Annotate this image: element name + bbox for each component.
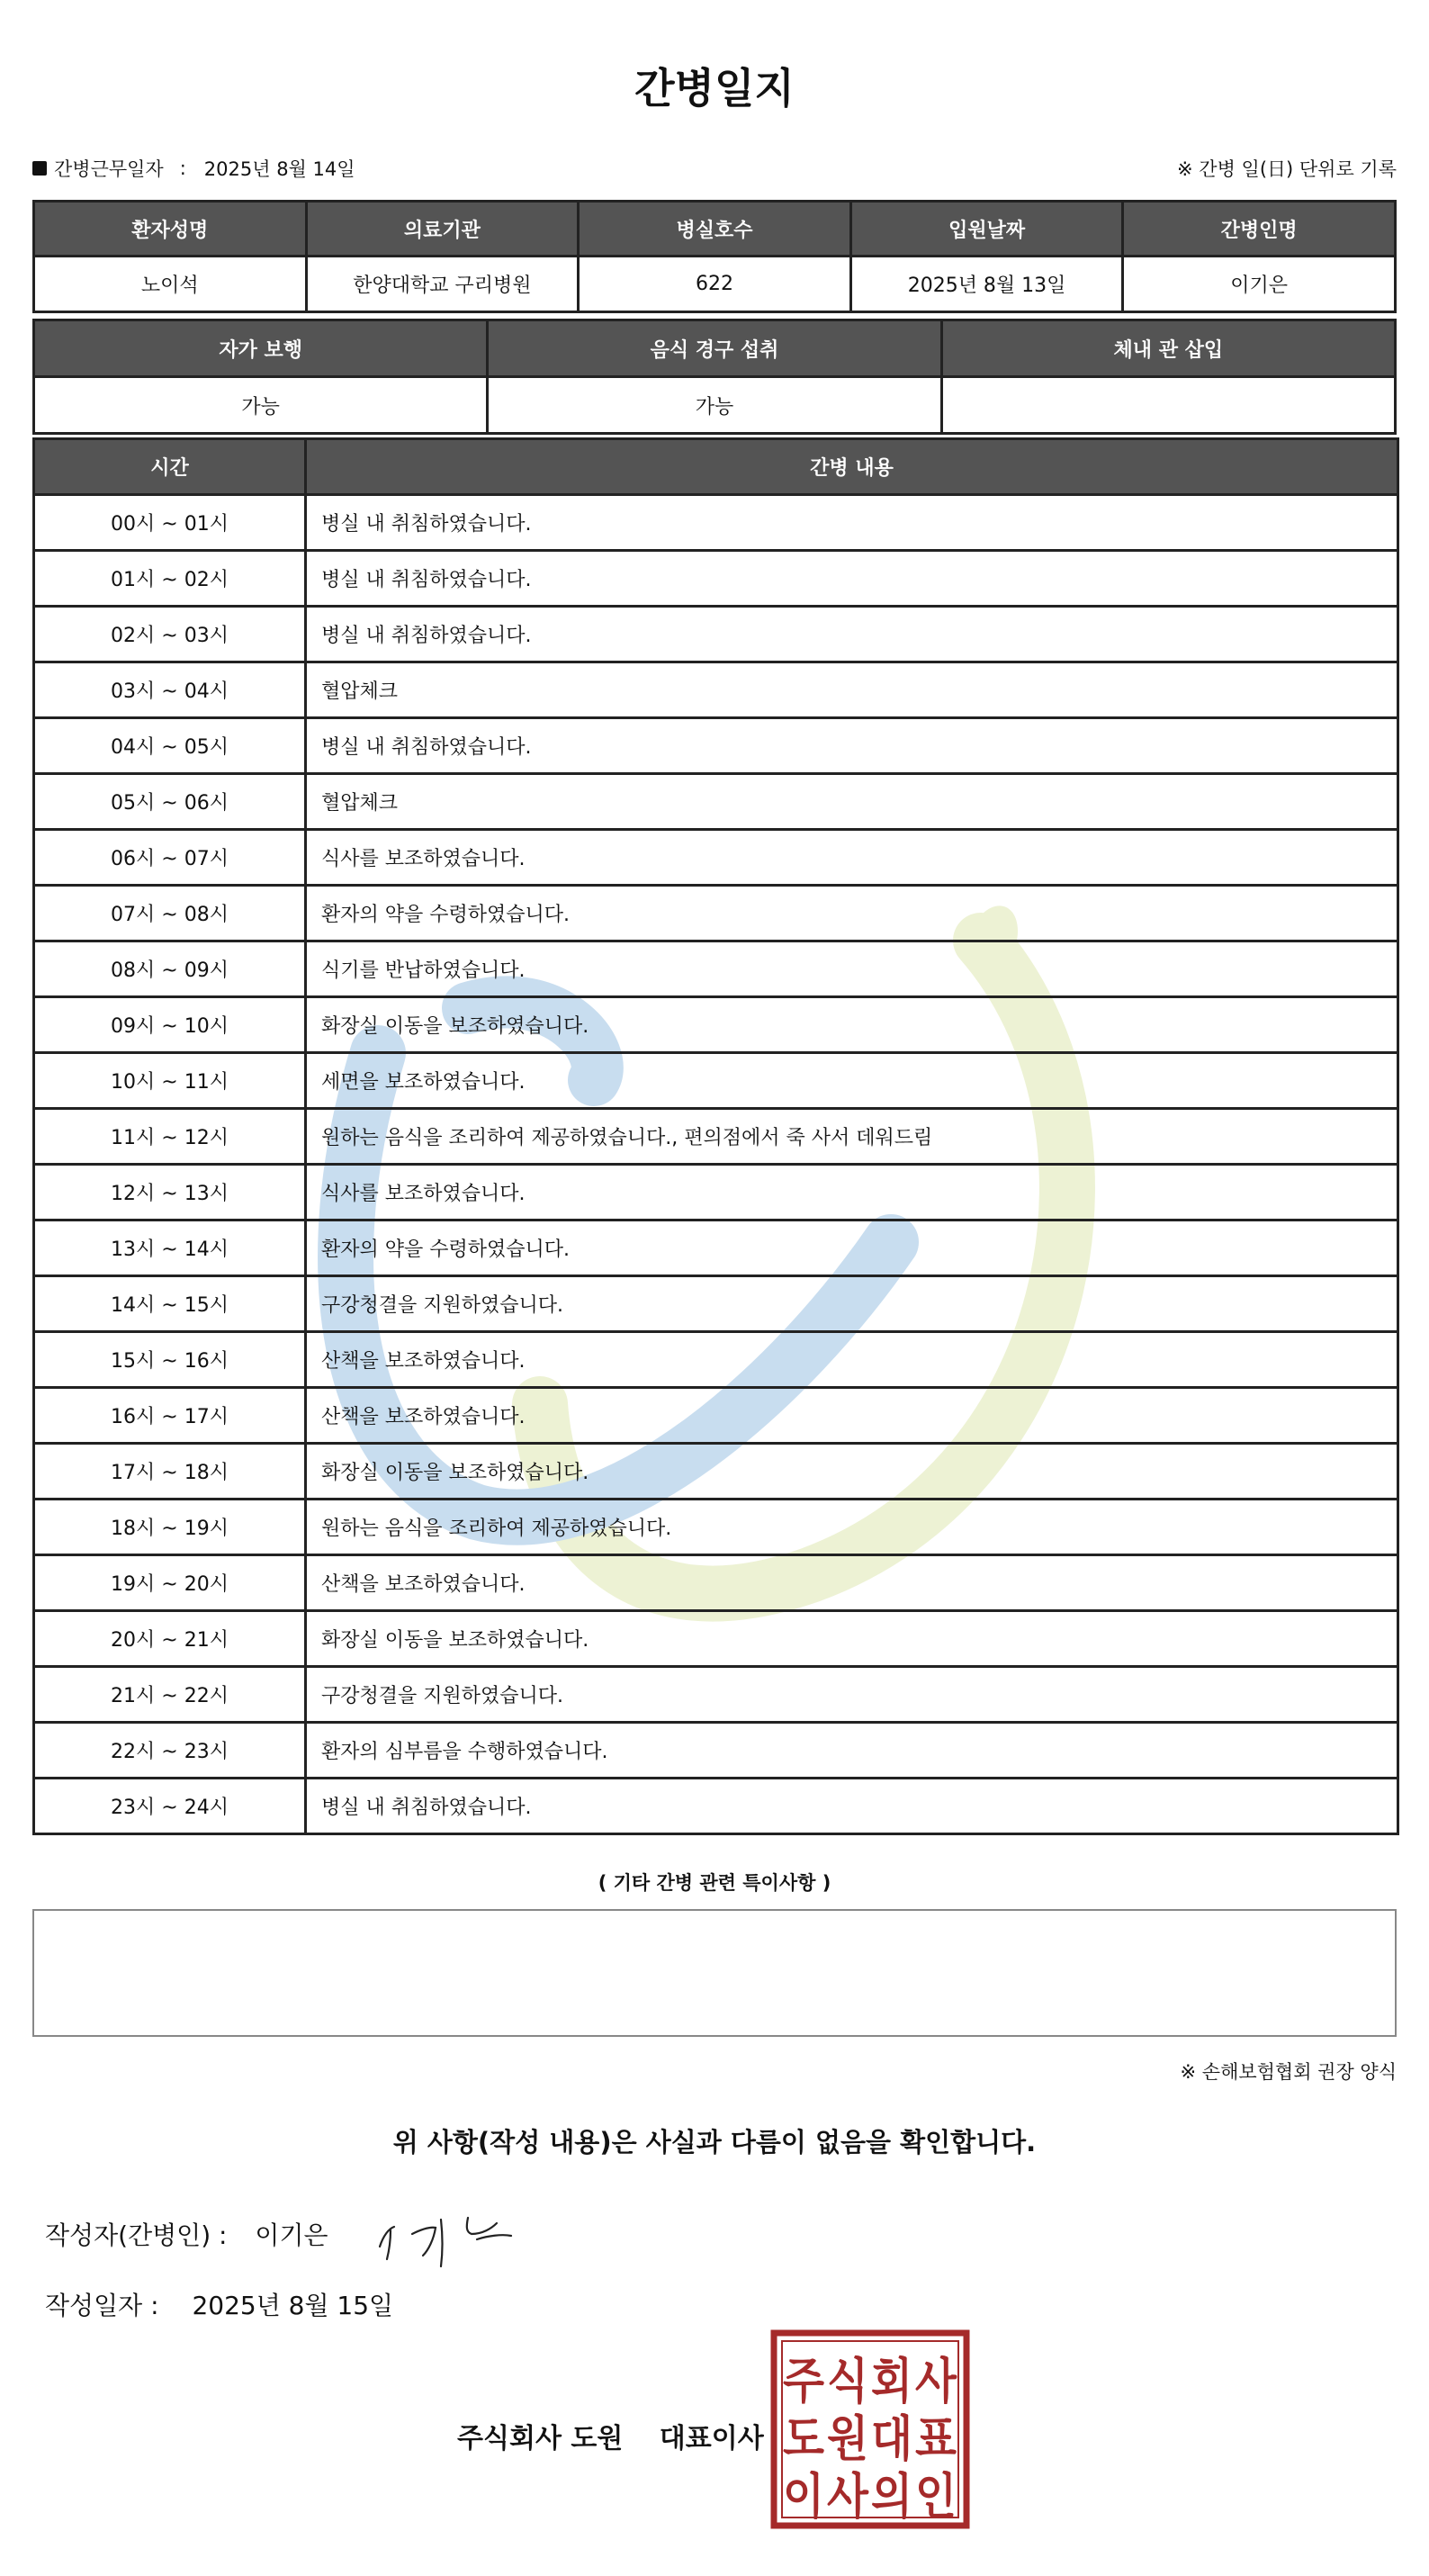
care-log-content: 환자의 약을 수령하였습니다. xyxy=(306,886,1398,941)
care-log-time: 15시 ~ 16시 xyxy=(34,1332,306,1388)
care-log-row xyxy=(34,1444,1398,1500)
care-log-content: 환자의 심부름을 수행하였습니다. xyxy=(306,1723,1398,1779)
care-log-row xyxy=(34,1388,1398,1444)
patient-status-table xyxy=(32,319,1397,435)
care-log-time: 16시 ~ 17시 xyxy=(34,1388,306,1444)
care-log-row xyxy=(34,1779,1398,1834)
room-number-value: 622 xyxy=(579,257,851,312)
seal-glyph: 주 xyxy=(783,2353,824,2409)
header-admission-date: 입원날짜 xyxy=(850,202,1123,257)
care-log-row xyxy=(34,551,1398,607)
seal-glyph: 사 xyxy=(915,2353,957,2409)
care-log-time: 12시 ~ 13시 xyxy=(34,1165,306,1220)
care-log-content: 병실 내 취침하였습니다. xyxy=(306,495,1398,551)
care-log-content: 세면을 보조하였습니다. xyxy=(306,1053,1398,1109)
work-date-colon: : xyxy=(179,158,186,179)
header-patient-name: 환자성명 xyxy=(34,202,307,257)
care-log-row xyxy=(34,1611,1398,1667)
written-date-value: 2025년 8월 15일 xyxy=(192,2291,394,2320)
care-log-time: 21시 ~ 22시 xyxy=(34,1667,306,1723)
care-log-time: 11시 ~ 12시 xyxy=(34,1109,306,1165)
seal-glyph: 식 xyxy=(827,2353,868,2409)
care-log-content: 구강청결을 지원하였습니다. xyxy=(306,1276,1398,1332)
care-log-time: 19시 ~ 20시 xyxy=(34,1555,306,1611)
header-oral-intake: 음식 경구 섭취 xyxy=(488,320,941,377)
care-log-time: 00시 ~ 01시 xyxy=(34,495,306,551)
seal-glyph: 이 xyxy=(783,2468,824,2525)
company-line xyxy=(457,2416,764,2455)
caregiver-name-value: 이기은 xyxy=(1123,257,1396,312)
care-log-body xyxy=(34,495,1398,1834)
care-log-content: 산책을 보조하였습니다. xyxy=(306,1388,1398,1444)
care-log-row xyxy=(34,941,1398,997)
care-log-row xyxy=(34,1053,1398,1109)
written-date-label: 작성일자 : xyxy=(45,2291,159,2320)
author-name: 이기은 xyxy=(255,2220,328,2250)
bullet-square-icon xyxy=(32,161,47,176)
seal-glyph: 도 xyxy=(783,2410,824,2467)
care-log-time: 22시 ~ 23시 xyxy=(34,1723,306,1779)
care-log-content: 식기를 반납하였습니다. xyxy=(306,941,1398,997)
header-tube-insertion: 체내 관 삽입 xyxy=(941,320,1395,377)
oral-intake-value: 가능 xyxy=(488,377,941,434)
care-log-time: 20시 ~ 21시 xyxy=(34,1611,306,1667)
care-log-content: 병실 내 취침하였습니다. xyxy=(306,607,1398,662)
care-log-row xyxy=(34,830,1398,886)
written-date-line xyxy=(45,2286,393,2322)
care-log-row xyxy=(34,1109,1398,1165)
care-log-content: 식사를 보조하였습니다. xyxy=(306,1165,1398,1220)
care-log-row xyxy=(34,1667,1398,1723)
handwritten-signature xyxy=(371,2200,524,2272)
care-log-time: 17시 ~ 18시 xyxy=(34,1444,306,1500)
self-walking-value: 가능 xyxy=(34,377,488,434)
care-log-time: 07시 ~ 08시 xyxy=(34,886,306,941)
seal-glyph: 원 xyxy=(827,2410,868,2467)
care-log-content: 화장실 이동을 보조하였습니다. xyxy=(306,1444,1398,1500)
work-date-value: 2025년 8월 14일 xyxy=(203,158,355,180)
care-log-content: 병실 내 취침하였습니다. xyxy=(306,1779,1398,1834)
header-room-number: 병실호수 xyxy=(579,202,851,257)
seal-glyph: 표 xyxy=(915,2410,957,2467)
care-log-content: 구강청결을 지원하였습니다. xyxy=(306,1667,1398,1723)
care-log-time: 01시 ~ 02시 xyxy=(34,551,306,607)
patient-status-header-row xyxy=(34,320,1396,377)
header-caregiver-name: 간병인명 xyxy=(1123,202,1396,257)
confirmation-statement: 위 사항(작성 내용)은 사실과 다름이 없음을 확인합니다. xyxy=(392,2127,1037,2157)
form-source-note: ※ 손해보험협회 권장 양식 xyxy=(1180,2061,1397,2083)
patient-status-value-row xyxy=(34,377,1396,434)
care-log-content: 산책을 보조하였습니다. xyxy=(306,1332,1398,1388)
care-log-content: 화장실 이동을 보조하였습니다. xyxy=(306,1611,1398,1667)
care-log-row xyxy=(34,1332,1398,1388)
header-care-content: 간병 내용 xyxy=(306,439,1398,495)
admission-date-value: 2025년 8월 13일 xyxy=(850,257,1123,312)
care-log-content: 원하는 음식을 조리하여 제공하였습니다., 편의점에서 죽 사서 데워드림 xyxy=(306,1109,1398,1165)
author-label: 작성자(간병인) : xyxy=(45,2220,228,2250)
company-representative: 대표이사 xyxy=(659,2423,764,2454)
care-log-row xyxy=(34,1276,1398,1332)
header-hospital: 의료기관 xyxy=(306,202,579,257)
seal-glyph: 사 xyxy=(827,2468,869,2525)
patient-info-table xyxy=(32,200,1397,313)
special-notes-box xyxy=(32,1909,1397,2037)
care-log-content: 혈압체크 xyxy=(306,662,1398,718)
care-log-content: 산책을 보조하였습니다. xyxy=(306,1555,1398,1611)
author-line xyxy=(45,2216,328,2252)
care-log-time: 03시 ~ 04시 xyxy=(34,662,306,718)
care-log-row xyxy=(34,1220,1398,1276)
patient-info-value-row xyxy=(34,257,1396,312)
care-log-table xyxy=(32,437,1399,1835)
care-log-content: 식사를 보조하였습니다. xyxy=(306,830,1398,886)
care-log-row xyxy=(34,1555,1398,1611)
care-log-row xyxy=(34,774,1398,830)
page-title: 간병일지 xyxy=(634,64,795,113)
care-log-content: 병실 내 취침하였습니다. xyxy=(306,718,1398,774)
care-log-content: 원하는 음식을 조리하여 제공하였습니다. xyxy=(306,1500,1398,1555)
care-log-row xyxy=(34,1165,1398,1220)
care-log-content: 병실 내 취침하였습니다. xyxy=(306,551,1398,607)
seal-glyph: 회 xyxy=(871,2353,912,2409)
care-log-row xyxy=(34,718,1398,774)
special-notes-label: ( 기타 간병 관련 특이사항 ) xyxy=(598,1872,831,1894)
care-log-time: 04시 ~ 05시 xyxy=(34,718,306,774)
care-log-row xyxy=(34,886,1398,941)
care-log-time: 09시 ~ 10시 xyxy=(34,997,306,1053)
seal-glyph: 대 xyxy=(871,2410,912,2467)
care-log-row xyxy=(34,607,1398,662)
care-log-time: 14시 ~ 15시 xyxy=(34,1276,306,1332)
care-log-content: 화장실 이동을 보조하였습니다. xyxy=(306,997,1398,1053)
tube-insertion-value xyxy=(941,377,1395,434)
work-date-line xyxy=(32,155,355,182)
company-name: 주식회사 도원 xyxy=(457,2423,624,2454)
care-log-content: 혈압체크 xyxy=(306,774,1398,830)
care-log-time: 02시 ~ 03시 xyxy=(34,607,306,662)
care-log-time: 05시 ~ 06시 xyxy=(34,774,306,830)
care-log-content: 환자의 약을 수령하였습니다. xyxy=(306,1220,1398,1276)
care-log-time: 18시 ~ 19시 xyxy=(34,1500,306,1555)
care-log-time: 08시 ~ 09시 xyxy=(34,941,306,997)
care-log-row xyxy=(34,662,1398,718)
record-unit-note: ※ 간병 일(日) 단위로 기록 xyxy=(1177,158,1397,180)
care-log-row xyxy=(34,997,1398,1053)
header-self-walking: 자가 보행 xyxy=(34,320,488,377)
care-log-row xyxy=(34,495,1398,551)
seal-glyph: 의 xyxy=(871,2468,912,2525)
care-log-time: 10시 ~ 11시 xyxy=(34,1053,306,1109)
care-log-header-row xyxy=(34,439,1398,495)
patient-info-header-row xyxy=(34,202,1396,257)
header-time: 시간 xyxy=(34,439,306,495)
care-log-time: 06시 ~ 07시 xyxy=(34,830,306,886)
patient-name-value: 노이석 xyxy=(34,257,307,312)
care-log-row xyxy=(34,1723,1398,1779)
care-log-time: 13시 ~ 14시 xyxy=(34,1220,306,1276)
company-seal-stamp xyxy=(770,2329,970,2529)
seal-glyph: 인 xyxy=(915,2468,957,2525)
care-log-time: 23시 ~ 24시 xyxy=(34,1779,306,1834)
hospital-value: 한양대학교 구리병원 xyxy=(306,257,579,312)
care-log-row xyxy=(34,1500,1398,1555)
work-date-label: 간병근무일자 xyxy=(54,158,164,180)
